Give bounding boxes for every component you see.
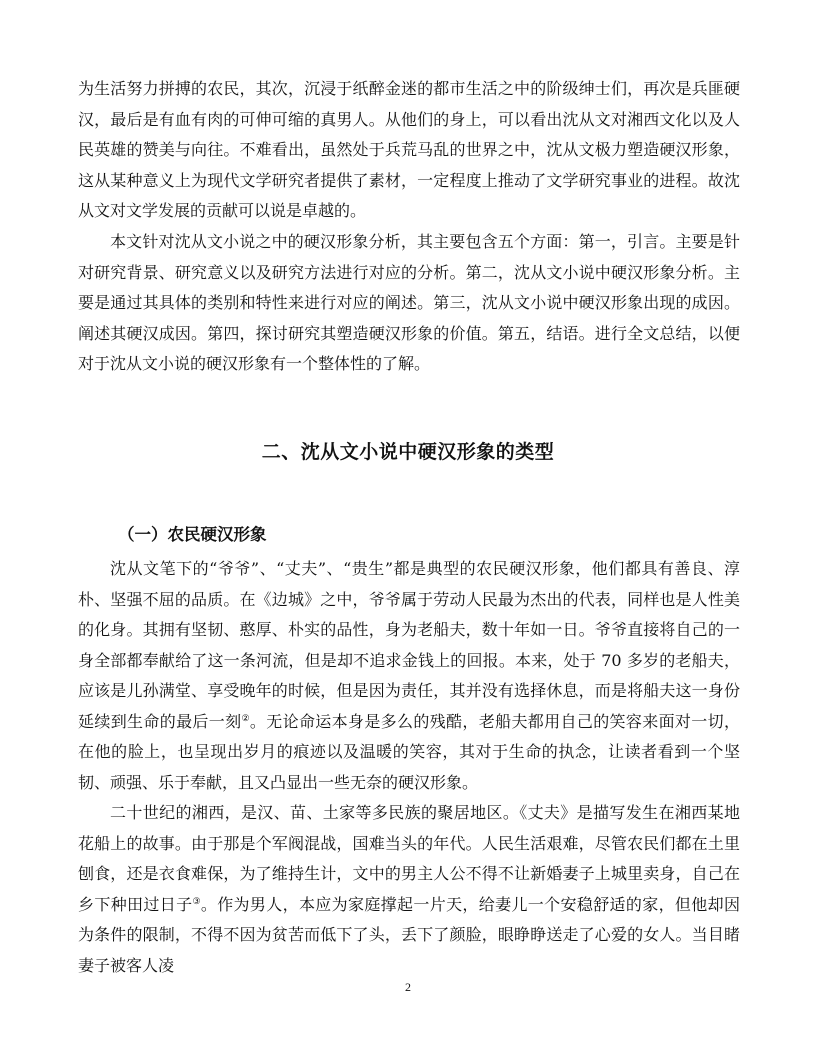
footnote-ref[interactable]: ② bbox=[241, 713, 250, 724]
footnote-ref[interactable]: ③ bbox=[192, 896, 201, 907]
paragraph-structure-overview: 本文针对沈从文小说之中的硬汉形象分析，其主要包含五个方面：第一，引言。主要是针对研究背景、研究意义以及研究方法进行对应的分析。第二，沈从文小说中硬汉形象分析。主要是通过其具体的类别和特性来进行对应的阐述。第三，沈从文小说中硬汉形象出现的成因。阐述其硬汉成因。第四，探讨研究其塑造硬汉形象的价值。第五，结语。进行全文总结，以便对于沈从文小说的硬汉形象有一个整体性的了解。 bbox=[78, 232, 740, 373]
paragraph-husband bbox=[78, 798, 740, 981]
paragraph-text: 二十世纪的湘西，是汉、苗、土家等多民族的聚居地区。《丈夫》是描写发生在湘西某地花船上的故事。由于那是个军阀混战，国难当头的年代。人民生活艰难，尽管农民们都在土里刨食，还是衣食难保，为了维持生计，文中的男主人公不得不让新婚妻子上城里卖身，自己在乡下种田过日子 bbox=[78, 803, 740, 914]
paragraph-text: 。作为男人，本应为家庭撑起一片天，给妻儿一个安稳舒适的家，但他却因为条件的限制，不得不因为贫苦而低下了头，丢下了颜脸，眼睁睁送走了心爱的女人。当目睹妻子被客人凌 bbox=[78, 894, 740, 975]
page-number: 2 bbox=[405, 980, 411, 994]
subsection-heading: （一）农民硬汉形象 bbox=[118, 525, 267, 544]
paragraph-text: 沈从文笔下的“爷爷”、“丈夫”、“贵生”都是典型的农民硬汉形象，他们都具有善良、淳朴、坚强不屈的品质。在《边城》之中，爷爷属于劳动人民最为杰出的代表，同样也是人性美的化身。其拥有坚韧、憨厚、朴实的品性，身为老船夫，数十年如一日。爷爷直接将自己的一身全部都奉献给了这一条河流，但是却不追求金钱上的回报。本来，处于 70 多岁的老船夫，应该是儿孙满堂、享受晚年的时候，但是因为责任，其并没有选择休息，而是将船夫这一身份延续到生命的最后一刻 bbox=[78, 559, 740, 731]
section-heading: 二、沈从文小说中硬汉形象的类型 bbox=[261, 441, 555, 463]
paragraph-intro-continued: 为生活努力拼搏的农民，其次，沉浸于纸醉金迷的都市生活之中的阶级绅士们，再次是兵匪硬汉，最后是有血有肉的可伸可缩的真男人。从他们的身上，可以看出沈从文对湘西文化以及人民英雄的赞美与向往。不难看出，虽然处于兵荒马乱的世界之中，沈从文极力塑造硬汉形象，这从某种意义上为现代文学研究者提供了素材，一定程度上推动了文学研究事业的进程。故沈从文对文学发展的贡献可以说是卓越的。 bbox=[78, 79, 740, 220]
paragraph-text: 。无论命运本身是多么的残酷，老船夫都用自己的笑容来面对一切，在他的脸上，也呈现出岁月的痕迹以及温暖的笑容，其对于生命的执念，让读者看到一个坚韧、顽强、乐于奉献，且又凸显出一些无奈的硬汉形象。 bbox=[78, 711, 740, 792]
paragraph-grandfather bbox=[78, 554, 740, 798]
